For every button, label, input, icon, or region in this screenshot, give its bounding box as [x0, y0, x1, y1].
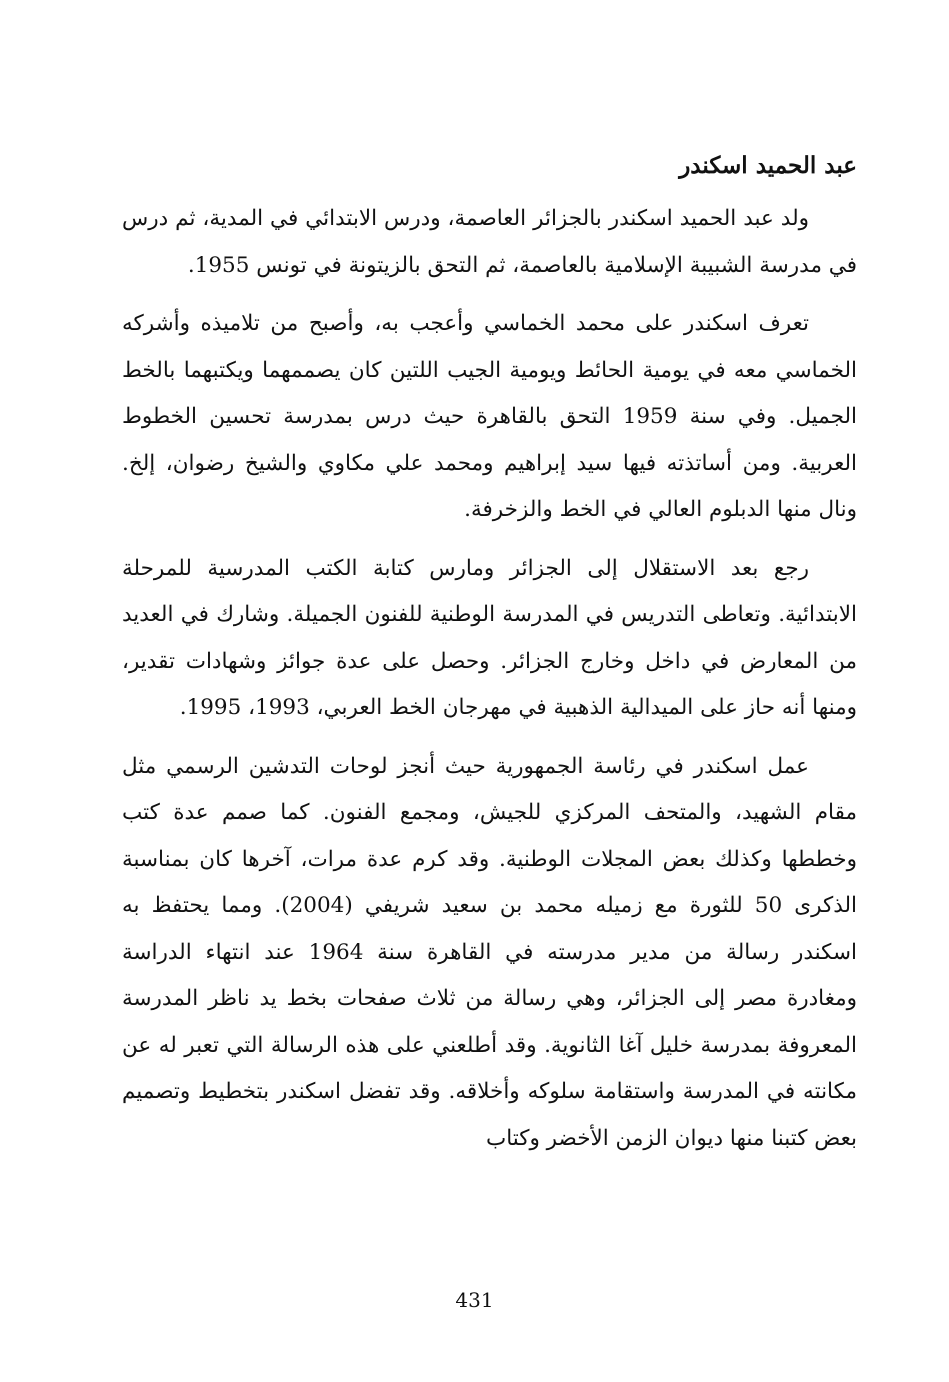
paragraph-calligraphy-training: تعرف اسكندر على محمد الخماسي وأعجب به، وأصبح من تلاميذه وأشركه الخماسي معه في يومية الحائط ويومية الجيب اللتين كان يصممهما ويكتبهما بالخط الجميل. وفي سنة 1959 التحق بالقاهرة حيث درس بمدرسة تحسين الخطوط العربية. ومن أساتذته فيها سيد إبراهيم ومحمد علي مكاوي والشيخ رضوان، إلخ. ونال منها الدبلوم العالي في الخط والزخرفة.: [122, 311, 857, 522]
body-text: [122, 196, 857, 1174]
paragraph-birth-education: ولد عبد الحميد اسكندر بالجزائر العاصمة، ودرس الابتدائي في المدية، ثم درس في مدرسة الشبيبة الإسلامية بالعاصمة، ثم التحق بالزيتونة في تونس 1955.: [122, 206, 857, 278]
paragraph-presidency-work: عمل اسكندر في رئاسة الجمهورية حيث أنجز لوحات التدشين الرسمي مثل مقام الشهيد، والمتحف المركزي للجيش، ومجمع الفنون. كما صمم عدة كتب وخططها وكذلك بعض المجلات الوطنية. وقد كرم عدة مرات، آخرها كان بمناسبة الذكرى 50 للثورة مع زميله محمد بن سعيد شريفي (2004). ومما يحتفظ به اسكندر رسالة من مدير مدرسته في القاهرة سنة 1964 عند انتهاء الدراسة ومغادرة مصر إلى الجزائر، وهي رسالة من ثلاث صفحات بخط يد ناظر المدرسة المعروفة بمدرسة خليل آغا الثانوية. وقد أطلعني على هذه الرسالة التي تعبر له عن مكانته في المدرسة واستقامة سلوكه وأخلاقه. وقد تفضل اسكندر بتخطيط وتصميم بعض كتبنا منها ديوان الزمن الأخضر وكتاب: [122, 753, 858, 1151]
page-number: 431: [455, 1288, 494, 1312]
section-heading: عبد الحميد اسكندر: [679, 152, 857, 179]
paragraph-career-awards: رجع بعد الاستقلال إلى الجزائر ومارس كتابة الكتب المدرسية للمرحلة الابتدائية. وتعاطى التدريس في المدرسة الوطنية للفنون الجميلة. وشارك في العديد من المعارض في داخل وخارج الجزائر. وحصل على عدة جوائز وشهادات تقدير، ومنها أنه حاز على الميدالية الذهبية في مهرجان الخط العربي، 1993، 1995.: [122, 555, 857, 720]
